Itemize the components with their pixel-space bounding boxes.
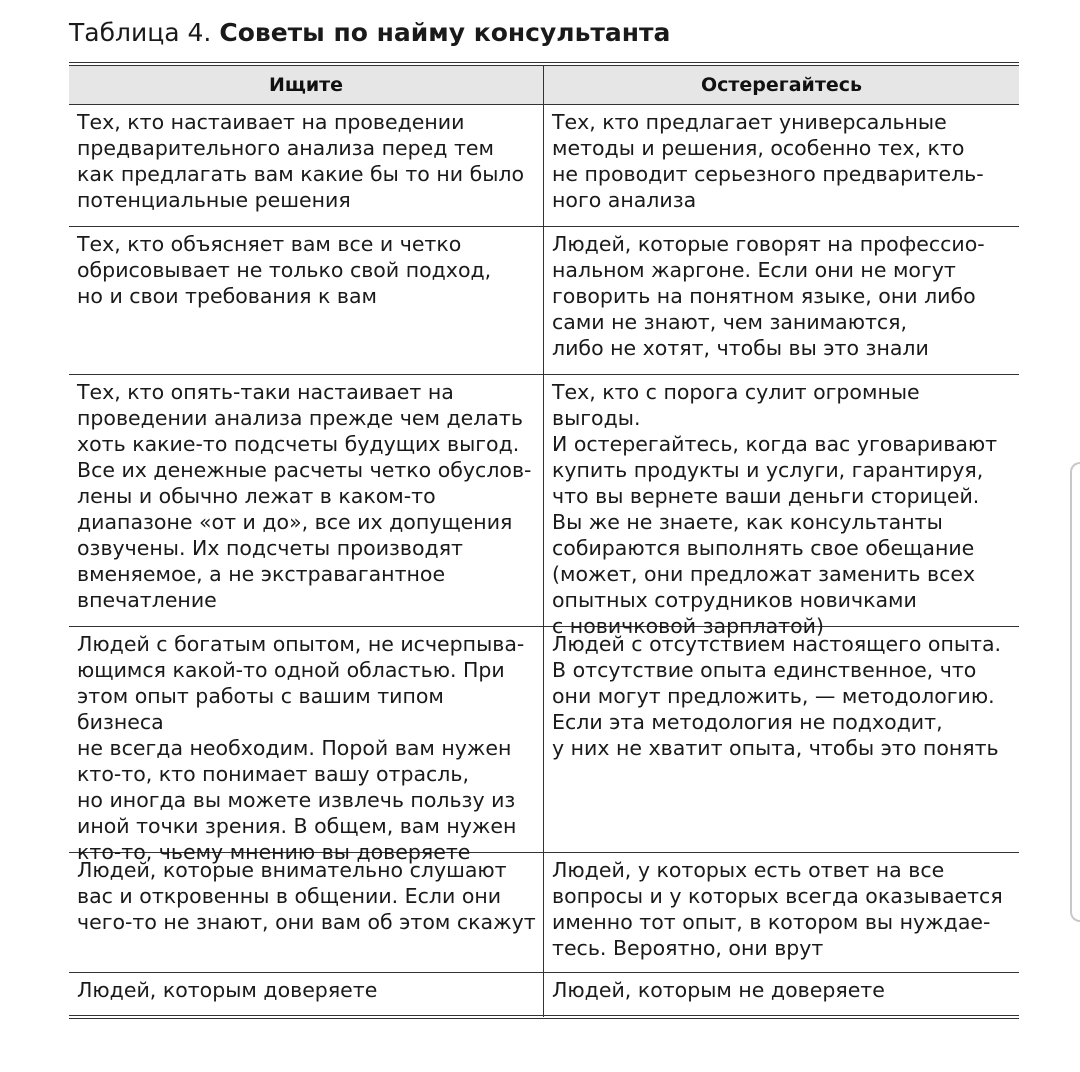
table-header [69,66,1019,104]
cell-seek: Тех, кто настаивает на проведении предварительного анализа перед тем как предлагать вам какие бы то ни было потенциальные решения [69,105,544,226]
cell-beware: Людей, которым не доверяете [552,978,885,1002]
cell-seek: Тех, кто опять-таки настаивает на проведении анализа прежде чем делать хоть какие-то подсчеты будущих выгод. Все их денежные расчеты четко обуслов- лены и обычно лежат в каком-то диапазоне «от и до», все их допущения озвучены. Их подсчеты производят вменяемое, а не экстравагантное впечатление [69,375,544,626]
cell-beware: Тех, кто предлагает универсальные методы и решения, особенно тех, кто не проводит серьезного предваритель- ного анализа [552,110,984,212]
table-caption [69,14,670,52]
table-number: Таблица 4. [69,18,212,47]
table-row [69,375,1019,638]
table-row [69,105,1019,227]
table-row [69,853,1019,973]
table-title: Советы по найму консультанта [219,18,671,47]
cell-beware: Людей, у которых есть ответ на все вопросы и у которых всегда оказывается именно тот опыт, в котором вы нуждае- тесь. Вероятно, они врут [552,858,1003,960]
cell-beware: Людей, которые говорят на профессио- нальном жаргоне. Если они не могут говорить на понятном языке, они либо сами не знают, чем занимаются, либо не хотят, чтобы вы это знали [552,232,985,360]
table-row [69,627,1019,864]
cell-seek: Людей, которые внимательно слушают вас и откровенны в общении. Если они чего-то не знают, они вам об этом скажут [69,853,544,972]
header-beware: Остерегайтесь [700,74,863,96]
cell-seek: Тех, кто объясняет вам все и четко обрисовывает не только свой подход, но и свои требования к вам [69,227,544,374]
table-row [69,227,1019,375]
advice-table [69,62,1019,1017]
bottom-rule [69,1015,1019,1019]
cell-beware: Людей с отсутствием настоящего опыта. В отсутствие опыта единственное, что они могут предложить, — методологию. Если эта методология не подходит, у них не хватит опыта, чтобы это понять [552,632,1002,760]
cell-seek: Людей с богатым опытом, не исчерпыва- ющимся какой-то одной областью. При этом опыт работы с вашим типом бизнеса не всегда необходим. Порой вам нужен кто-то, кто понимает вашу отрасль, но иногда вы можете извлечь пользу из иной точки зрения. В общем, вам нужен кто-то, чьему мнению вы доверяете [69,627,544,852]
cell-beware: Тех, кто с порога сулит огромные выгоды. И остерегайтесь, когда вас уговаривают купить продукты и услуги, гарантируя, что вы вернете ваши деньги сторицей. Вы же не знаете, как консультанты собираются выполнять свое обещание (может, они предложат заменить всех опытных сотрудников новичками с новичковой зарплатой) [552,380,998,638]
scroll-handle[interactable] [1070,462,1080,922]
table-row [69,973,1019,1017]
header-seek: Ищите [69,66,544,104]
cell-seek: Людей, которым доверяете [69,973,544,1017]
